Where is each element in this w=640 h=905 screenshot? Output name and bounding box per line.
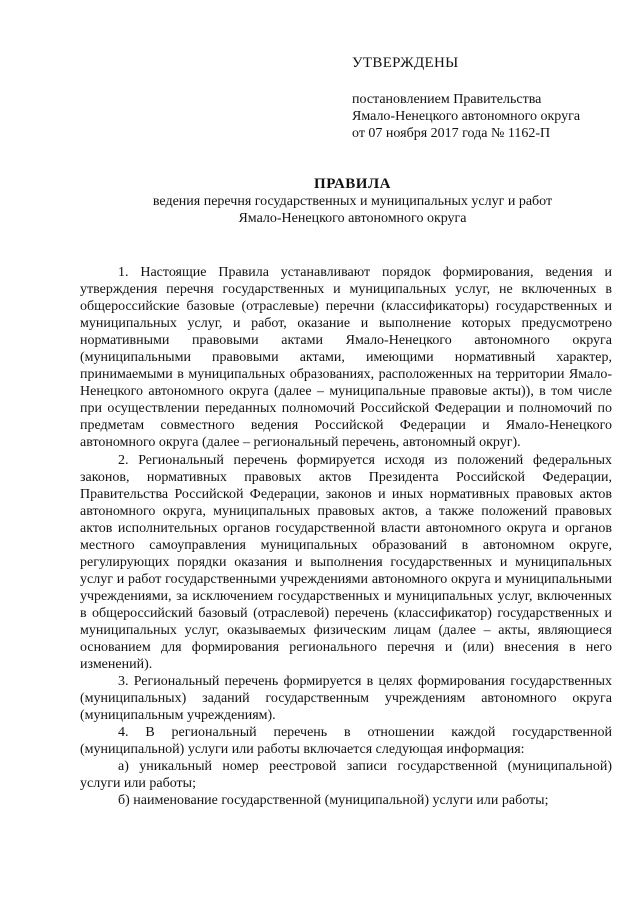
document-subtitle [80,193,625,227]
paragraph-2: 2. Региональный перечень формируется исходя из положений федеральных законов, нормативных правовых актов Президента Российской Федерации, Правительства Российской Федерации, законов и иных нормативных правовых актов автономного округа, муниципальных правовых актов, а также положений правовых актов исполнительных органов государственной власти автономного округа и органов местного самоуправления муниципальных образований в автономном округе, регулирующих порядки оказания и выполнения государственных и муниципальных услуг и работ государственными учреждениями автономного округа и муниципальными учреждениями, за исключением государственных и муниципальных услуг, включенных в общероссийский базовый (отраслевой) перечень (классификатор) государственных и муниципальных услуг, оказываемых физическим лицам (далее – акты, являющиеся основанием для формирования регионального перечня и (или) внесения в него изменений). [80,452,612,673]
decree-reference [352,91,580,142]
paragraph-4a: а) уникальный номер реестровой записи государственной (муниципальной) услуги или работы; [80,759,612,792]
decree-line: от 07 ноября 2017 года № 1162-П [352,126,551,141]
subtitle-line: ведения перечня государственных и муниципальных услуг и работ [152,194,553,209]
document-title-block [80,175,625,227]
decree-line: постановлением Правительства [352,92,542,107]
paragraph-3: 3. Региональный перечень формируется в целях формирования государственных (муниципальных) заданий государственным учреждениям автономного округа (муниципальным учреждениям). [80,674,612,724]
approved-label: УТВЕРЖДЕНЫ [352,55,459,71]
paragraph-4b: б) наименование государственной (муниципальной) услуги или работы; [118,793,549,809]
subtitle-line: Ямало-Ненецкого автономного округа [238,211,467,226]
decree-line: Ямало-Ненецкого автономного округа [352,109,581,124]
document-body [80,264,612,810]
paragraph-1: 1. Настоящие Правила устанавливают порядок формирования, ведения и утверждения перечня государственных и муниципальных услуг, не включенных в общероссийские базовые (отраслевые) перечни (классификаторы) государственных и муниципальных услуг, и работ, оказание и выполнение которых предусмотрено нормативными правовыми актами Ямало-Ненецкого автономного округа (муниципальными правовыми актами, имеющими нормативный характер, принимаемыми в муниципальных образованиях, расположенных на территории Ямало-Ненецкого автономного округа (далее – муниципальные правовые акты)), в том числе при осуществлении переданных полномочий Российской Федерации и полномочий по предметам совместного ведения Российской Федерации и Ямало-Ненецкого автономного округа (далее – региональный перечень, автономный округ). [80,265,612,451]
paragraph-4: 4. В региональный перечень в отношении каждой государственной (муниципальной) услуги или работы включается следующая информация: [80,725,612,758]
document-title: ПРАВИЛА [314,176,391,192]
approval-stamp [352,54,580,142]
